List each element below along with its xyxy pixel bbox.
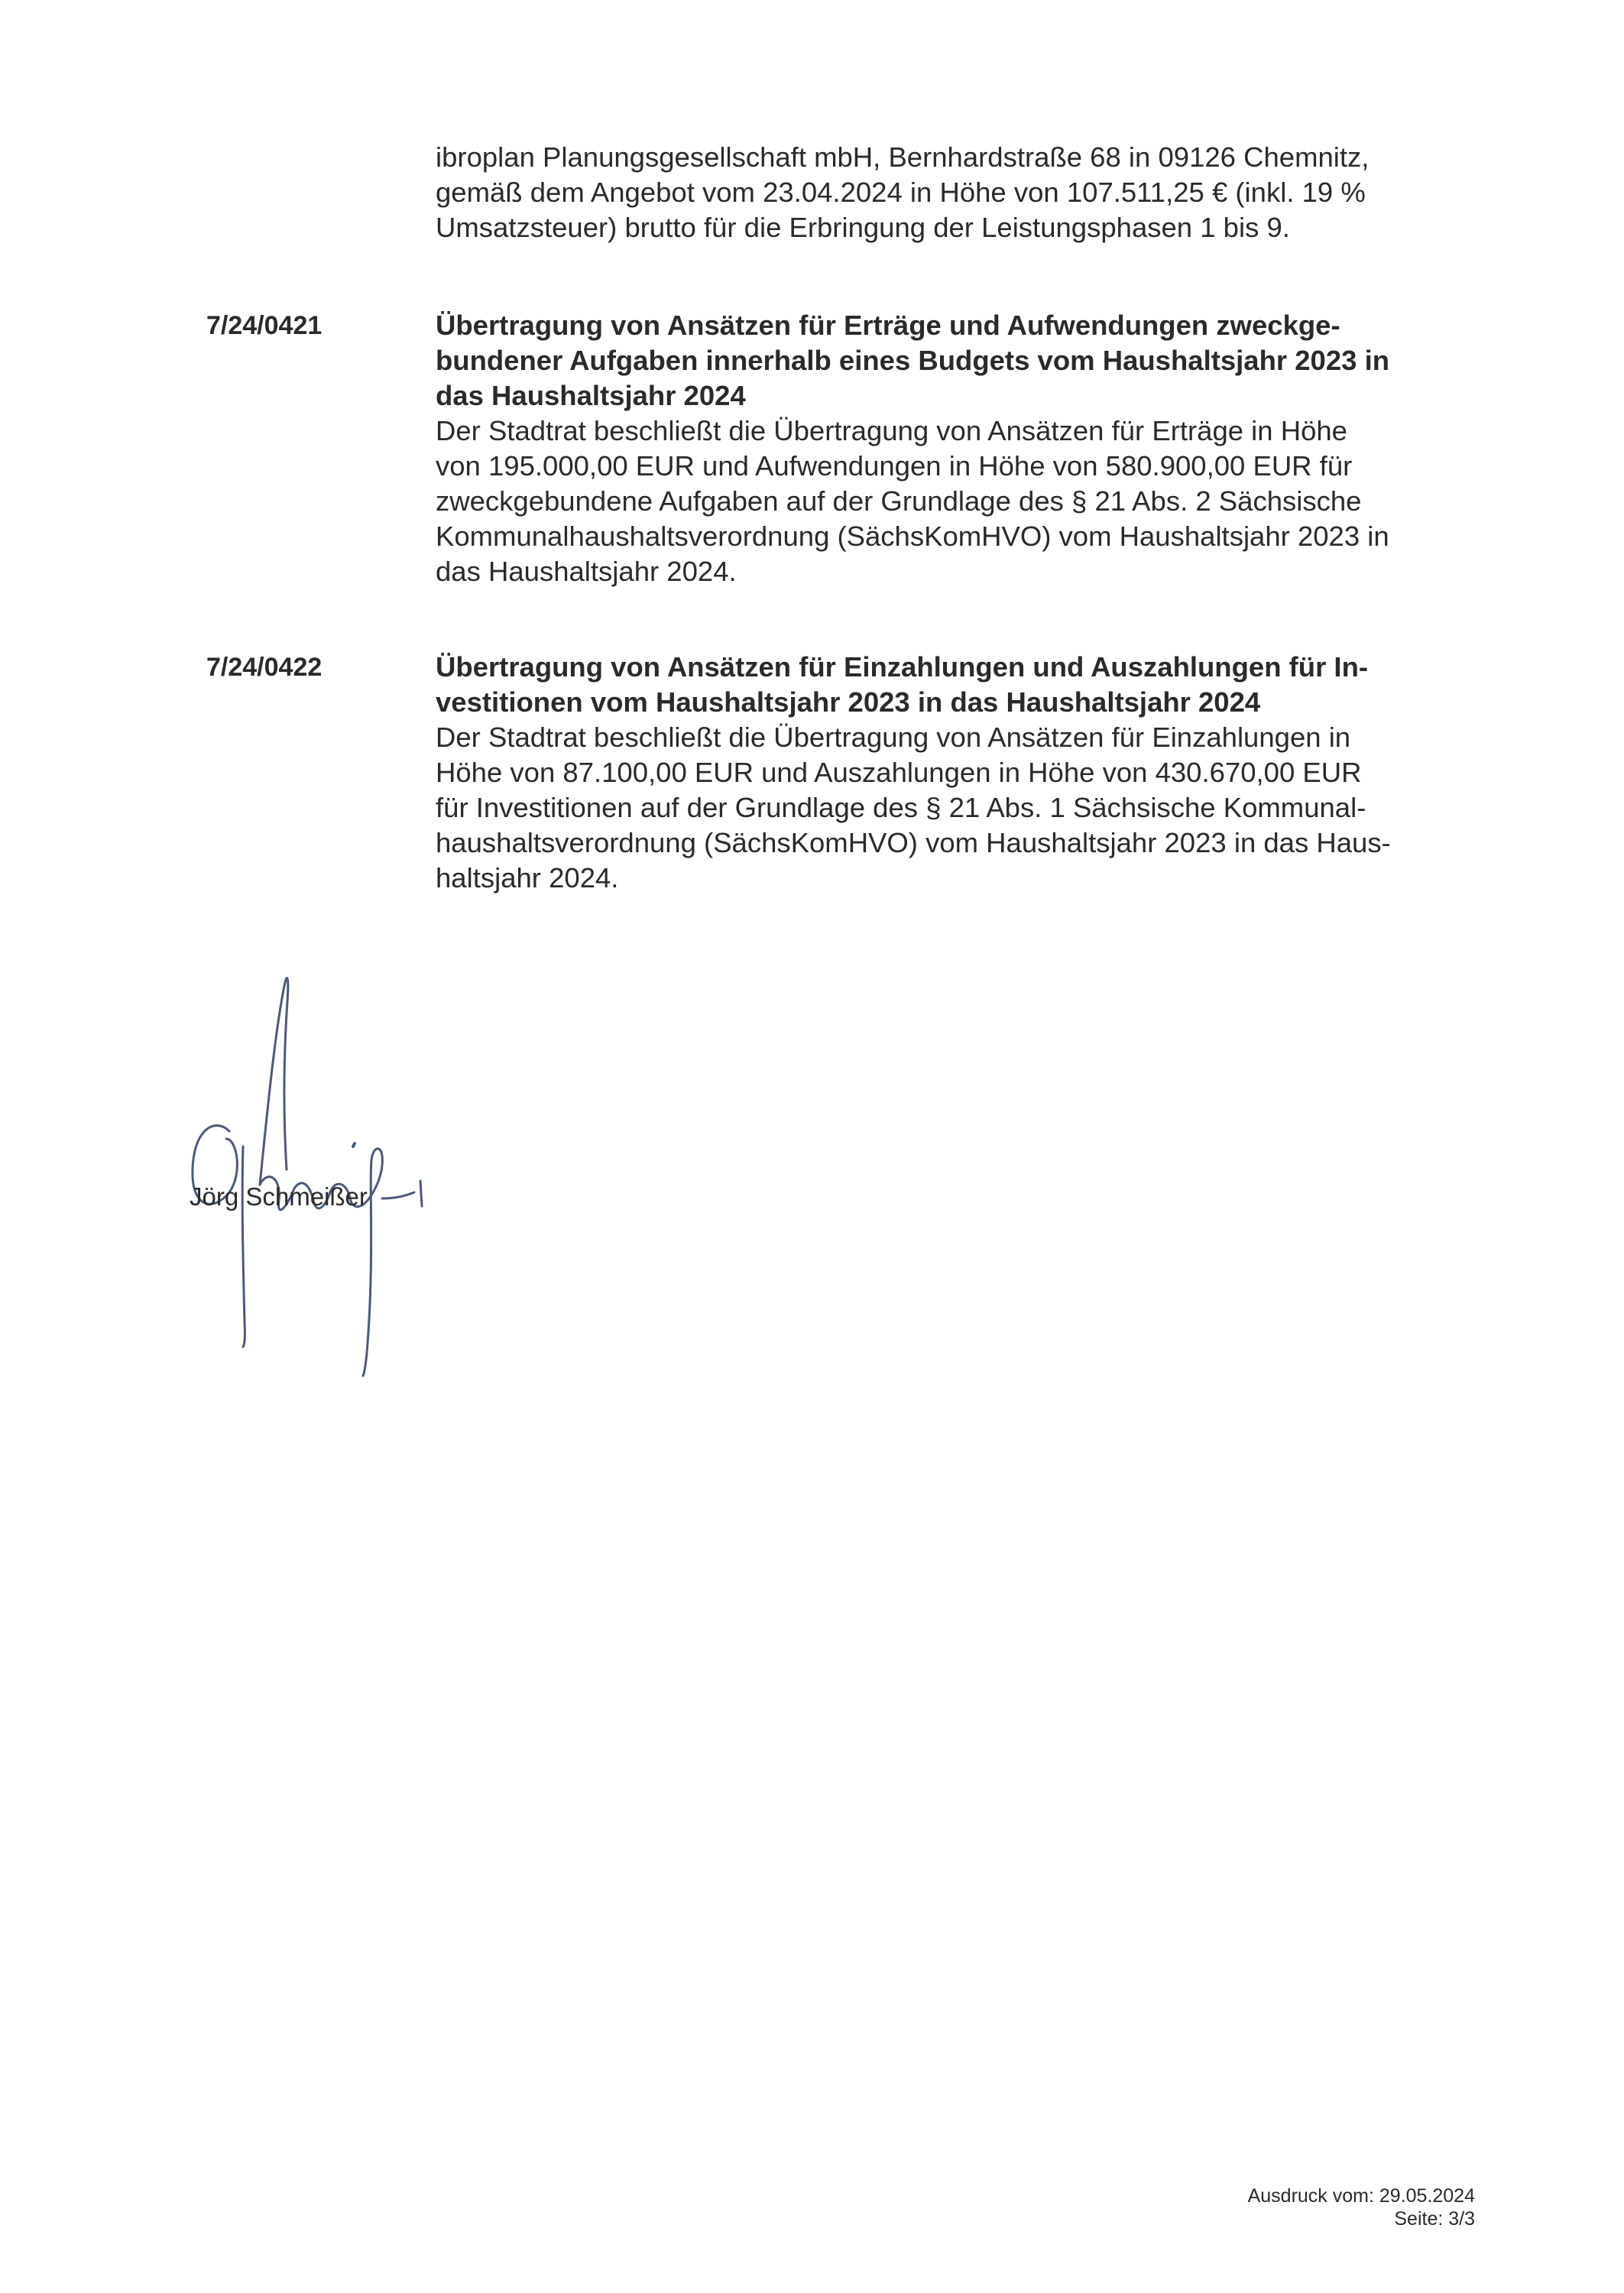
continuation-paragraph — [436, 140, 1475, 245]
text-line: ibroplan Planungsgesellschaft mbH, Bernhardstraße 68 in 09126 Chemnitz, — [436, 141, 1370, 173]
text-line: Umsatzsteuer) brutto für die Erbringung der Leistungsphasen 1 bis 9. — [436, 212, 1290, 243]
signer-name: Jörg Schmeißer — [190, 1182, 368, 1211]
entry-0422 — [436, 650, 1475, 896]
title-line: vestitionen vom Haushaltsjahr 2023 in das Haushaltsjahr 2024 — [436, 686, 1261, 718]
text-line: Der Stadtrat beschließt die Übertragung von Ansätzen für Einzahlungen in — [436, 722, 1351, 753]
text-line: gemäß dem Angebot vom 23.04.2024 in Höhe von 107.511,25 € (inkl. 19 % — [436, 177, 1366, 208]
entry-0421 — [436, 308, 1475, 589]
text-line: Höhe von 87.100,00 EUR und Auszahlungen in Höhe von 430.670,00 EUR — [436, 757, 1362, 788]
entry-number: 7/24/0422 — [206, 653, 323, 682]
entry-body — [436, 414, 1475, 589]
signature — [153, 955, 489, 1383]
text-line: haltsjahr 2024. — [436, 862, 619, 894]
text-line: Der Stadtrat beschließt die Übertragung von Ansätzen für Erträge in Höhe — [436, 415, 1347, 446]
entry-title — [436, 308, 1475, 414]
text-line: Kommunalhaushaltsverordnung (SächsKomHVO) vom Haushaltsjahr 2023 in — [436, 521, 1389, 552]
title-line: Übertragung von Ansätzen für Einzahlungen und Auszahlungen für In- — [436, 651, 1369, 683]
text-line: haushaltsverordnung (SächsKomHVO) vom Haushaltsjahr 2023 in das Haus- — [436, 827, 1391, 858]
text-line: das Haushaltsjahr 2024. — [436, 556, 737, 587]
print-date: Ausdruck vom: 29.05.2024 — [1247, 2185, 1475, 2207]
page-footer — [1248, 2184, 1475, 2230]
text-line: zweckgebundene Aufgaben auf der Grundlage des § 21 Abs. 2 Sächsische — [436, 485, 1362, 517]
text-line: von 195.000,00 EUR und Aufwendungen in Höhe von 580.900,00 EUR für — [436, 450, 1353, 482]
title-line: Übertragung von Ansätzen für Erträge und Aufwendungen zweckge- — [436, 310, 1340, 341]
text-line: für Investitionen auf der Grundlage des § 21 Abs. 1 Sächsische Kommunal- — [436, 792, 1366, 823]
title-line: das Haushaltsjahr 2024 — [436, 380, 746, 411]
title-line: bundener Aufgaben innerhalb eines Budgets vom Haushaltsjahr 2023 in — [436, 345, 1390, 376]
page-number: Seite: 3/3 — [1394, 2208, 1475, 2230]
entry-body — [436, 720, 1475, 896]
handwritten-signature-icon — [153, 955, 489, 1383]
entry-number: 7/24/0421 — [206, 311, 323, 340]
entry-title — [436, 650, 1475, 720]
